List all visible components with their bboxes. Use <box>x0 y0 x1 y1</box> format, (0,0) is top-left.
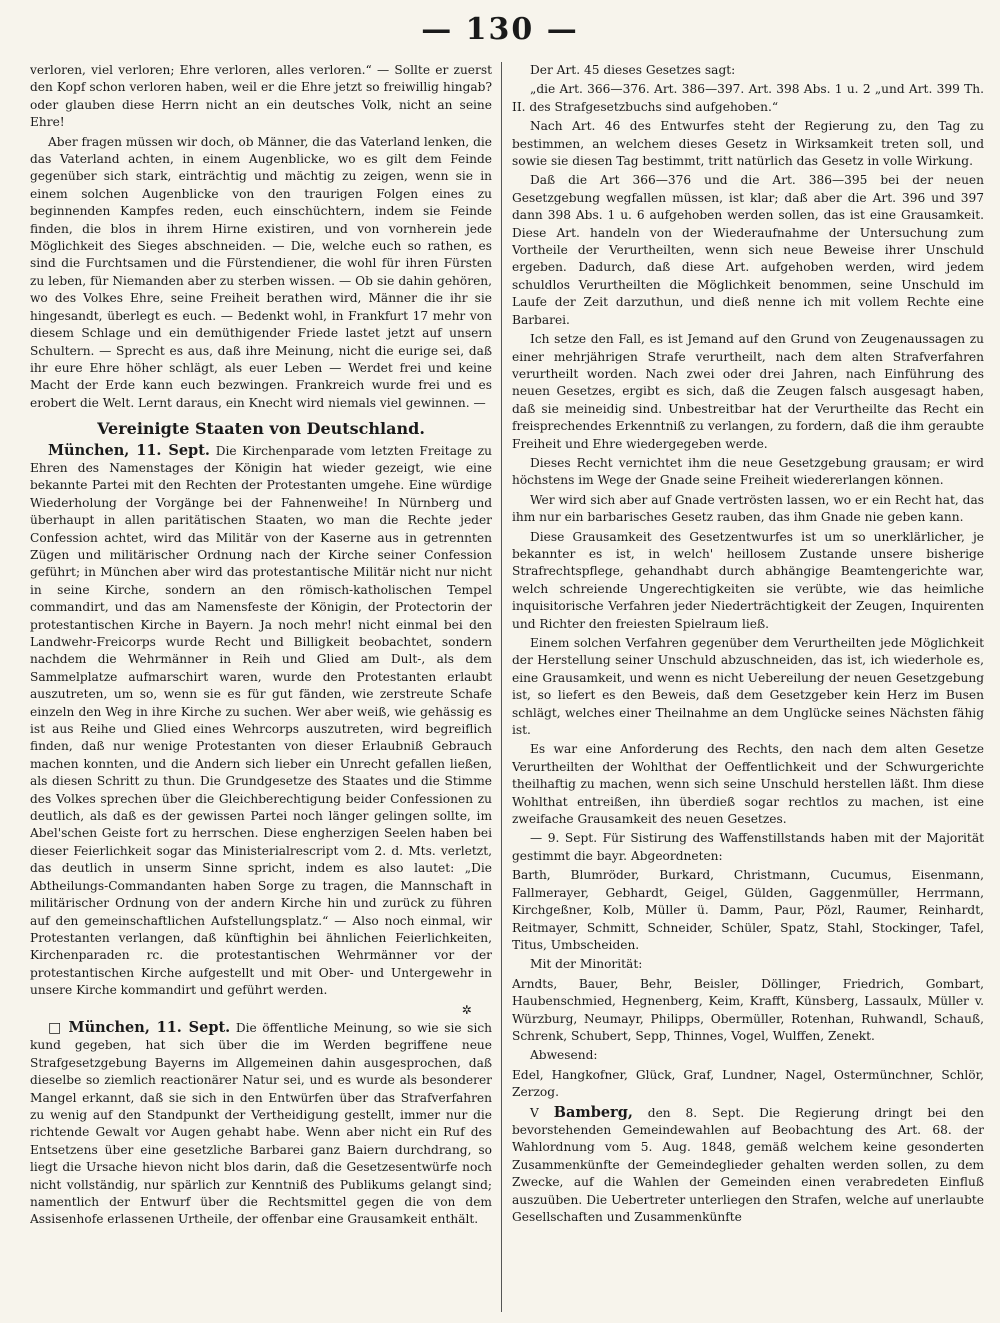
article-text: Die Kirchenparade vom letzten Freitage zu Ehren des Namenstages der Königin hat wieder gezeigt, wie eine bekannte Partei mit den Rechten der Protestanten umgehe. Eine würdige Wiederholung der Vorgänge bei der Fahnenweihe! In Nürnberg und überhaupt in allen paritätischen Staaten, wo man die Rechte jeder Confession achtet, wird das Militär von der Kaserne aus in getrennten Zügen und militärischer Ordnung nach der Kirche seiner Confession geführt; in München aber wird das protestantische Militär nicht nur nicht in seine Kirche, sondern an den römisch-katholischen Tempel commandirt, und das am Namensfeste der Königin, der Protectorin der protestantischen Kirche in Bayern. Ja noch mehr! nicht einmal bei den Landwehr-Freicorps wurde Recht und Billigkeit beobachtet, sondern nachdem die Wehrmänner in Reih und Glied am Dult-, als dem Sammelplatze aufmarschirt waren, wurde den Protestanten erlaubt auszutreten, um so, wenn sie es für gut fänden, wie zerstreute Schafe einzeln den Weg in ihre Kirche zu suchen. Wer aber weiß, wie gehässig es ist aus Reihe und Glied eines Wehrcorps auszutreten, wird begreiflich finden, daß nur wenige Protestanten von dieser Erlaubniß Gebrauch machen konnten, und die Andern sich lieber ein Unrecht gefallen ließen, als diesen Schritt zu thun. Die Grundgesetze des Staates und die Stimme des Volkes sprechen über die Gleichberechtigung beider Confessionen zu deutlich, als daß es der gewissen Partei noch länger gelingen sollte, im Abel'schen Geiste fort zu herrschen. Diese engherzigen Seelen haben bei dieser Feierlichkeit sogar das Ministerialrescript vom 2. d. Mts. verletzt, das deutlich in unserm Sinne spricht, indem es also lautet: „Die Abtheilungs-Commandanten haben Sorge zu tragen, die Mannschaft in militärischer Ordnung von der andern Kirche hin und zurück zu führen auf den gemeinschaftlichen Aufstellungsplatz.“ — Also noch einmal, wir Protestanten verlangen, daß künftighin bei ähnlichen Feierlichkeiten, Kirchenparaden rc. die protestantischen Wehrmänner vor der protestantischen Kirche aufgestellt und mit Ober- und Untergewehr in unsere Kirche kommandirt und geführt werden. <box>30 443 492 998</box>
absent-names: Edel, Hangkofner, Glück, Graf, Lundner, Nagel, Ostermünchner, Schlör, Zerzog. <box>512 1067 984 1100</box>
paragraph: Wer wird sich aber auf Gnade vertrösten lassen, wo er ein Recht hat, das ihm nur ein barbarisches Gesetz rauben, das ihm Gnade nie geben kann. <box>512 492 984 525</box>
paragraph: Nach Art. 46 des Entwurfes steht der Regierung zu, den Tag zu bestimmen, an welchem dieses Gesetz in Wirksamkeit treten soll, und sowie sie diesen Tag bestimmt, tritt natürlich das Gesetz in volle Wirkung. <box>512 119 984 169</box>
article-muenchen-2 <box>30 1019 492 1229</box>
paragraph: Es war eine Anforderung des Rechts, den nach dem alten Gesetze Verurtheilten der Wohlthat der Oeffentlichkeit und der Schwurgerichte theilhaftig zu machen, wenn sich seine Unschuld herstellen läßt. Ihm diese Wohlthat entreißen, ihn überdieß sogar rechtlos zu machen, ist eine zweifache Grausamkeit des neuen Gesetzes. <box>512 742 984 827</box>
article-text: Die öffentliche Meinung, so wie sie sich kund gegeben, hat sich über die im Werden begriffene neue Strafgesetzgebung Bayerns im Allgemeinen dahin ausgesprochen, daß dieselbe so ziemlich reactionärer Natur sei, und es wurde als besonderer Mangel erkannt, daß sie sich in den Entwürfen über das Strafverfahren zu wenig auf den Standpunkt der Vertheidigung gestellt, immer nur die richtende Gewalt vor Augen gehabt habe. Wenn aber nicht ein Ruf des Entsetzens über eine gesetzliche Barbarei ganz Baiern durchdrang, so liegt die Ursache hievon nicht blos darin, daß die Gesetzesentwürfe noch nicht vollständig, nur spärlich zur Kenntniß des Publikums gelangt sind; namentlich der Entwurf über die Rechtsmittel gegen die von dem Assisenhofe erlassenen Urtheile, der offenbar eine Grausamkeit enthält. <box>30 1020 492 1227</box>
paragraph: Einem solchen Verfahren gegenüber dem Verurtheilten jede Möglichkeit der Herstellung seiner Unschuld abzuschneiden, das ist, ich wiederhole es, eine Grausamkeit, und wenn es nicht Uebereilung der neuen Gesetzgebung ist, so liefert es den Beweis, daß dem Gesetzgeber kein Herz im Busen schlägt, welches einer Theilnahme an dem Unglücke seines Nächsten fähig ist. <box>512 636 984 738</box>
section-title: Vereinigte Staaten von Deutschland. <box>97 419 425 439</box>
left-column <box>30 62 492 1314</box>
box-mark: □ <box>48 1019 63 1036</box>
paragraph: Ich setze den Fall, es ist Jemand auf den Grund von Zeugenaussagen zu einer mehrjährigen Strafe verurtheilt, nach dem alten Strafverfahren verurtheilt worden. Nach zwei oder drei Jahren, nach Einführung des neuen Gesetzes, ergibt es sich, daß die Zeugen falsch ausgesagt haben, daß sie meineidig sind. Unbestreitbar hat der Verurtheilte das Recht ein freisprechendes Erkenntniß zu verlangen, zu fordern, daß die ihm geraubte Freiheit und Ehre wiedergegeben werde. <box>512 332 984 451</box>
article-bamberg <box>512 1104 984 1227</box>
minority-label: Mit der Minorität: <box>530 957 643 972</box>
column-divider <box>501 62 502 1312</box>
paragraph: Aber fragen müssen wir doch, ob Männer, die das Vaterland lenken, die das Vaterland achten, in einem Augenblicke, wo es gilt dem Feinde gegenüber sich stark, einträchtig und mächtig zu zeigen, wenn sie in einem solchen Augenblicke von den traurigen Folgen eines zu beginnenden Kampfes reden, euch einschüchtern, indem sie Feinde finden, die blos in ihrem Hirne existiren, und von vornherein jede Möglichkeit des Sieges abschneiden. — Die, welche euch so rathen, es sind die Furchtsamen und die Fürstendiener, die wohl für ihren Fürsten zu leben, für Niemanden aber zu sterben wissen. — Ob sie dahin gehören, wo des Volkes Ehre, seine Freiheit berathen wird, Männer die ihr sie hingesandt, überlegt es euch. — Bedenkt wohl, in Frankfurt 17 mehr von diesem Schlage und ein demüthigender Friede lastet jetzt auf unsern Schultern. — Sprecht es aus, daß ihre Meinung, nicht die eurige sei, daß ihr eure Ehre höher schlägt, als euer Leben — Werdet frei und keine Macht der Erde kann euch bezwingen. Frankreich wurde frei und es erobert die Welt. Lernt daraus, ein Knecht wird niemals viel gewinnen. — <box>30 134 492 410</box>
star-ornament: ✲ <box>461 1002 472 1017</box>
page-number: — 130 — <box>421 12 579 47</box>
paragraph: Der Art. 45 dieses Gesetzes sagt: <box>530 63 736 77</box>
paragraph: — 9. Sept. Für Sistirung des Waffenstillstands haben mit der Majorität gestimmt die bayr. Abgeordneten: <box>512 831 984 863</box>
right-column <box>512 62 984 1314</box>
paragraph: Daß die Art 366—376 und die Art. 386—395 bei der neuen Gesetzgebung wegfallen müssen, ist klar; daß aber die Art. 396 und 397 dann 398 Abs. 1 u. 6 aufgehoben werden sollen, das ist eine Grausamkeit. Diese Art. handeln von der Wiederaufnahme der Untersuchung zum Vortheile der Verurtheilten, wenn sich neue Beweise ihrer Unschuld ergeben. Dadurch, daß diese Art. aufgehoben werden, wird jedem schuldlos Verurtheilten die Möglichkeit benommen, seine Unschuld im Laufe der Zeit darzuthun, und dieß nenne ich mit vollem Rechte eine Barbarei. <box>512 173 984 327</box>
paragraph: verloren, viel verloren; Ehre verloren, alles verloren.“ — Sollte er zuerst den Kopf schon verloren haben, weil er die Ehre jetzt so freiwillig hingab? oder glauben diese Herrn nicht an ein deutsches Volk, nicht an seine Ehre! <box>30 63 492 130</box>
bamberg-mark: V <box>530 1105 539 1120</box>
dateline: München, 11. Sept. <box>68 1018 231 1036</box>
dateline: München, 11. Sept. <box>48 441 210 459</box>
quote-paragraph: „die Art. 366—376. Art. 386—397. Art. 398 Abs. 1 u. 2 „und Art. 399 Th. II. des Strafgesetzbuchs sind aufgehoben.“ <box>512 82 984 114</box>
paragraph: Dieses Recht vernichtet ihm die neue Gesetzgebung grausam; er wird höchstens im Wege der Gnade seine Freiheit wiedererlangen können. <box>512 455 984 488</box>
article-text: den 8. Sept. Die Regierung dringt bei den bevorstehenden Gemeindewahlen auf Beobachtung des Art. 68. der Wahlordnung vom 5. Aug. 1848, gemäß welchem keine gesonderten Zusammenkünfte der Gemeindeglieder gehalten werden sollen, zu dem Zwecke, auf die Wahlen der Gemeinden einen verabredeten Einfluß auszuüben. Die Uebertreter unterliegen den Strafen, welche auf unerlaubte Gesellschaften und Zusammenkünfte <box>512 1105 984 1224</box>
dateline: Bamberg, <box>553 1103 633 1121</box>
minority-names: Arndts, Bauer, Behr, Beisler, Döllinger, Friedrich, Gombart, Haubenschmied, Hegnenberg, Keim, Krafft, Künsberg, Lassaulx, Müller v. Würzburg, Neumayr, Philipps, Obermüller, Rotenhan, Ruhwandl, Schauß, Schrenk, Schubert, Sepp, Thinnes, Vogel, Wulffen, Zenekt. <box>512 976 984 1043</box>
majority-names: Barth, Blumröder, Burkard, Christmann, Cucumus, Eisenmann, Fallmerayer, Gebhardt, Geigel, Gülden, Gaggenmüller, Herrmann, Kirchgeßner, Kolb, Müller ü. Damm, Paur, Pözl, Raumer, Reinhardt, Reitmayer, Schmitt, Schneider, Schüler, Spatz, Stahl, Stockinger, Tafel, Titus, Umbscheiden. <box>512 868 984 952</box>
paragraph: Diese Grausamkeit des Gesetzentwurfes ist um so unerklärlicher, je bekannter es ist, in welch' heillosem Zustande unsere bisherige Strafrechtspflege, gehandhabt durch abhängige Beamtengerichte war, welch schreiende Ungerechtigkeiten sie verübte, wie das heimliche inquisitorische Verfahren jeder Niederträchtigkeit der Zeugen, Inquirenten und Richter den freiesten Spielraum ließ. <box>512 529 984 631</box>
absent-label: Abwesend: <box>530 1048 598 1063</box>
article-muenchen-1 <box>30 442 492 1000</box>
